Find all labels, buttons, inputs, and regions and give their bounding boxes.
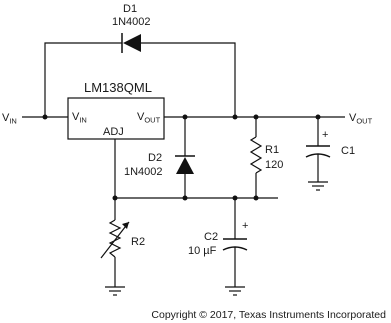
junction-dot	[316, 115, 321, 120]
resistor-r1	[251, 137, 283, 173]
junction-dot	[254, 115, 259, 120]
ic-pin-adj: ADJ	[103, 126, 124, 138]
resistor-r1-ref: R1	[265, 144, 280, 156]
diode-d2-ref: D2	[148, 152, 163, 164]
regulator-ic	[68, 80, 164, 139]
junction-dot	[183, 115, 188, 120]
resistor-r1-symbol	[251, 137, 261, 173]
ic-name: LM138QML	[84, 80, 152, 95]
junction-dot	[113, 196, 118, 201]
capacitor-c2-ref: C2	[204, 231, 219, 243]
output-label: $V_{OUT}$	[349, 112, 373, 126]
capacitor-c2	[188, 220, 248, 257]
diode-d2-part: 1N4002	[124, 166, 163, 178]
diode-d2-symbol	[176, 157, 194, 174]
potentiometer-r2-arrow-shaft	[101, 222, 129, 258]
capacitor-c1-polarity: +	[322, 129, 329, 141]
junction-dot	[183, 196, 188, 201]
capacitor-c2-value: 10 µF	[188, 245, 217, 257]
diode-d2	[124, 152, 195, 178]
resistor-r1-value: 120	[265, 159, 284, 171]
potentiometer-r2-arrow-head	[122, 222, 129, 229]
junction-dot	[233, 196, 238, 201]
capacitor-c2-polarity: +	[242, 220, 249, 232]
potentiometer-r2-symbol	[110, 220, 120, 257]
potentiometer-r2-ref: R2	[131, 236, 146, 248]
ground-c1	[308, 182, 328, 190]
ic-pin-vout: $V_{OUT}$	[137, 111, 161, 125]
junction-dot	[43, 115, 48, 120]
capacitor-c1	[306, 129, 355, 157]
input-label: $V_{IN}$	[2, 112, 17, 126]
copyright-text: Copyright © 2017, Texas Instruments Incorporated	[151, 309, 386, 321]
junction-dot	[254, 196, 259, 201]
ground-c2	[225, 287, 245, 295]
diode-d1-part: 1N4002	[112, 16, 151, 28]
ground-r2	[105, 287, 125, 295]
junction-dot	[233, 115, 238, 120]
diode-d1-ref: D1	[123, 3, 138, 15]
capacitor-c1-ref: C1	[341, 145, 356, 157]
potentiometer-r2	[101, 220, 145, 258]
diode-d1-symbol	[123, 34, 141, 52]
ic-pin-vin: $V_{IN}$	[72, 111, 87, 125]
diode-d1	[112, 3, 151, 53]
